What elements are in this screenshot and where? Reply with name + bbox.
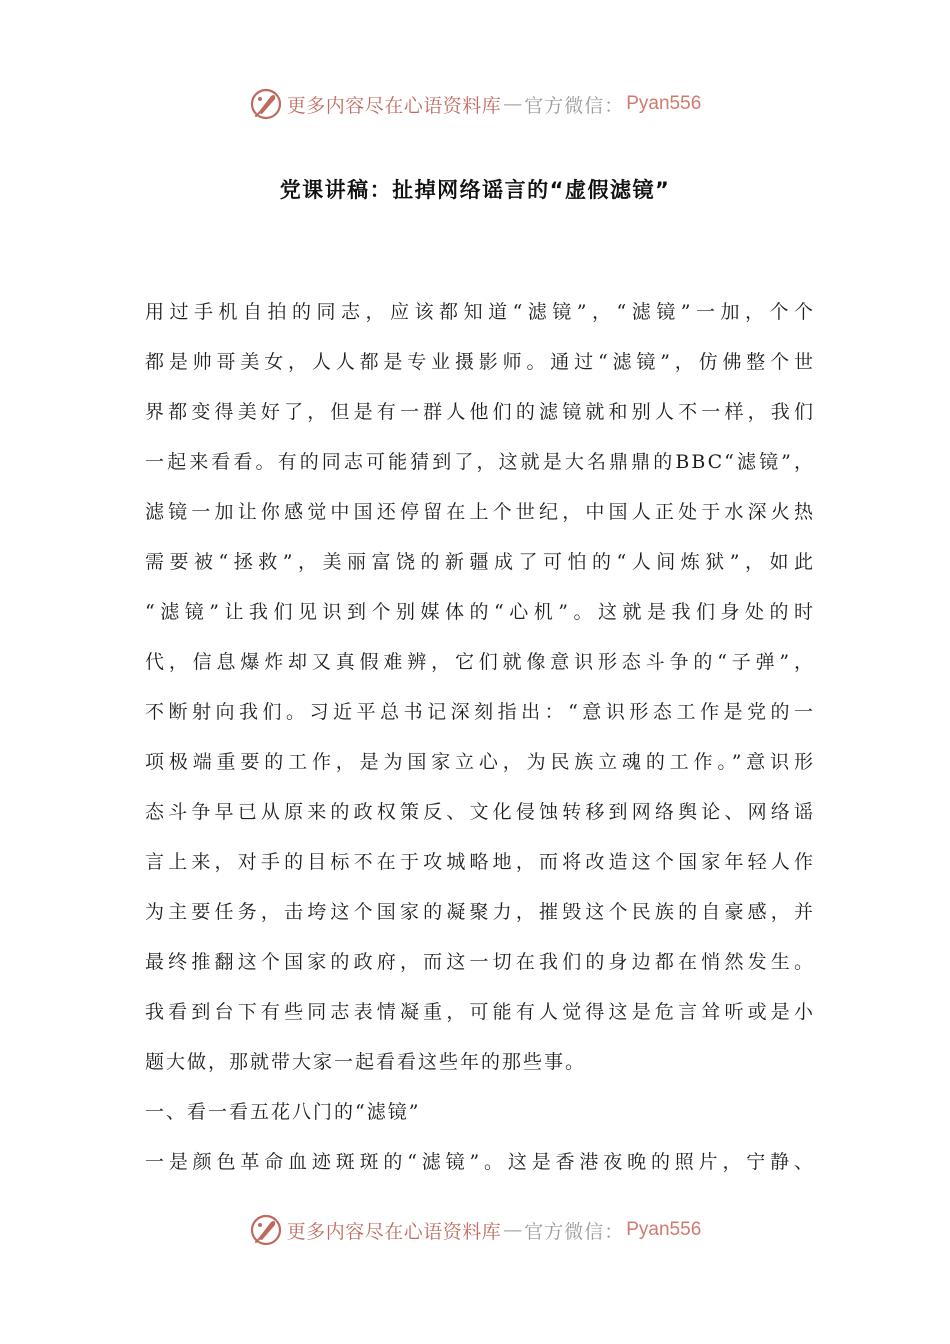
- body-line: 最终推翻这个国家的政府，而这一切在我们的身边都在悄然发生。: [145, 951, 815, 973]
- watermark-wechat-label: 官方微信：: [524, 1220, 625, 1243]
- body-line: 用过手机自拍的同志，应该都知道“滤镜”，“滤镜”一加，个个: [145, 301, 815, 323]
- watermark-wechat-label: 官方微信：: [524, 94, 625, 117]
- section-heading: 一、看一看五花八门的“滤镜”: [145, 1101, 421, 1123]
- quill-logo-icon: [249, 87, 283, 121]
- document-title: 党课讲稿：扯掉网络谣言的“虚假滤镜”: [279, 178, 671, 202]
- watermark-banner-bottom: [0, 1210, 950, 1250]
- watermark-wechat-id: Pyan556: [626, 1219, 702, 1240]
- body-line: 代，信息爆炸却又真假难辨，它们就像意识形态斗争的“子弹”，: [145, 651, 815, 673]
- body-line: 需要被“拯救”，美丽富饶的新疆成了可怕的“人间炼狱”，如此: [145, 551, 815, 573]
- quill-logo-icon: [249, 1213, 283, 1247]
- body-line: 界都变得美好了，但是有一群人他们的滤镜就和别人不一样，我们: [145, 401, 815, 423]
- body-line: 为主要任务，击垮这个国家的凝聚力，摧毁这个民族的自豪感，并: [145, 901, 815, 923]
- body-line: 滤镜一加让你感觉中国还停留在上个世纪，中国人正处于水深火热: [145, 501, 815, 523]
- body-line: 项极端重要的工作，是为国家立心，为民族立魂的工作。”意识形: [145, 751, 815, 773]
- body-line: 言上来，对手的目标不在于攻城略地，而将改造这个国家年轻人作: [145, 851, 815, 873]
- watermark-separator: —: [503, 1219, 523, 1241]
- body-line: 不断射向我们。习近平总书记深刻指出：“意识形态工作是党的一: [145, 701, 815, 723]
- body-line: 都是帅哥美女，人人都是专业摄影师。通过“滤镜”，仿佛整个世: [145, 351, 815, 373]
- watermark-brand-text: 更多内容尽在心语资料库: [286, 1220, 502, 1243]
- watermark-wechat-id: Pyan556: [626, 93, 702, 114]
- body-line: 一是颜色革命血迹斑斑的“滤镜”。这是香港夜晚的照片，宁静、: [145, 1151, 815, 1173]
- document-body: [145, 292, 815, 1192]
- body-line: 我看到台下有些同志表情凝重，可能有人觉得这是危言耸听或是小: [145, 1001, 815, 1023]
- body-line: 一起来看看。有的同志可能猜到了，这就是大名鼎鼎的BBC“滤镜”，: [145, 451, 815, 473]
- watermark-brand-text: 更多内容尽在心语资料库: [286, 94, 502, 117]
- watermark-banner-top: [0, 84, 950, 124]
- body-line: 态斗争早已从原来的政权策反、文化侵蚀转移到网络舆论、网络谣: [145, 801, 815, 823]
- body-line-paragraph-end: 题大做，那就带大家一起看看这些年的那些事。: [145, 1051, 587, 1073]
- body-line: “滤镜”让我们见识到个别媒体的“心机”。这就是我们身处的时: [145, 601, 815, 623]
- watermark-separator: —: [503, 93, 523, 115]
